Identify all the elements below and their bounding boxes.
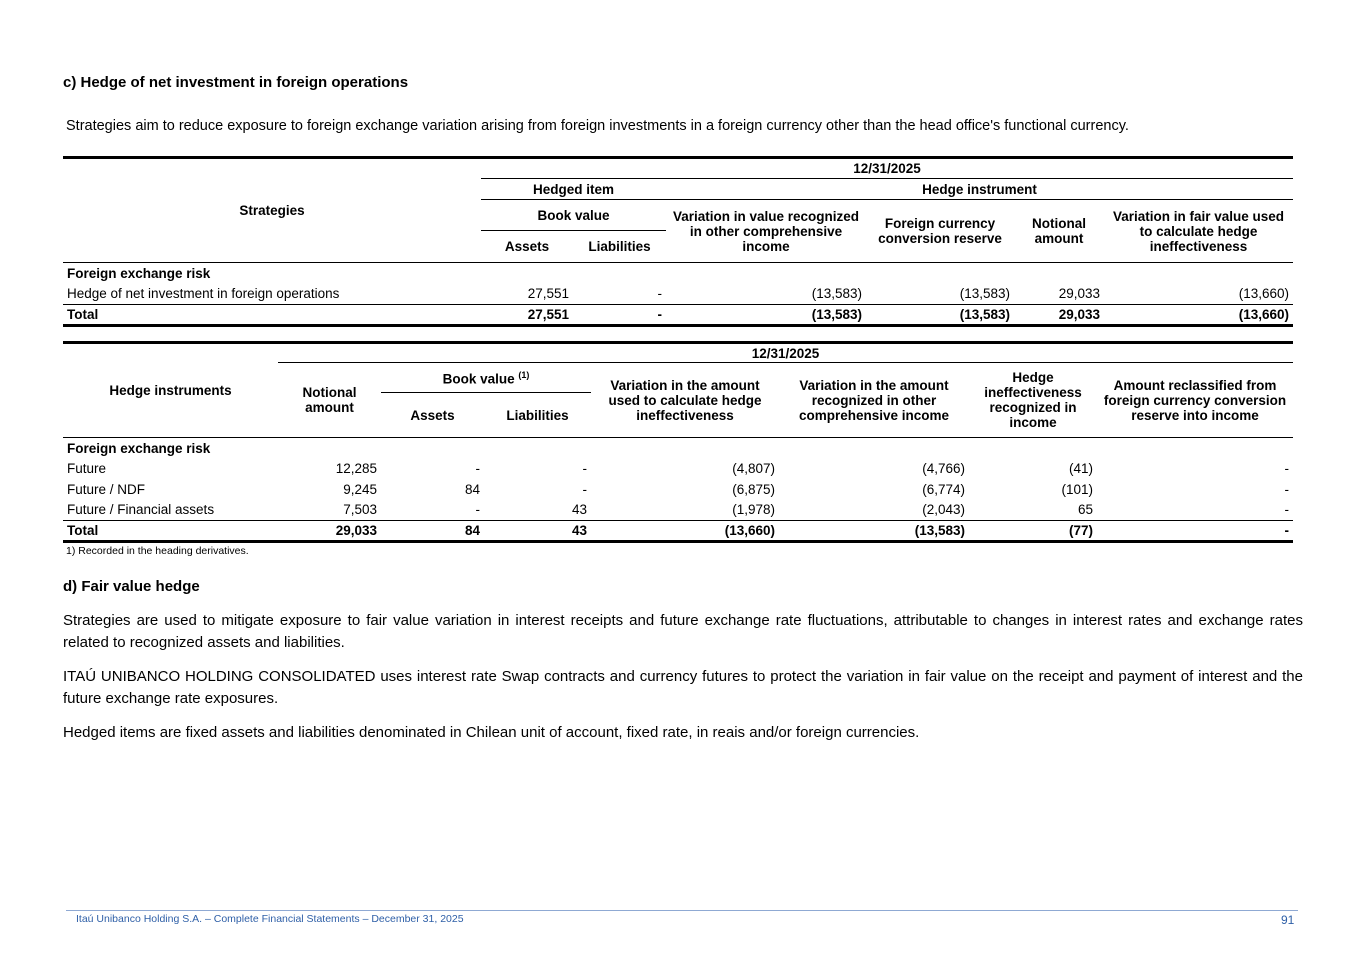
variation-oci-header: Variation in value recognized in other comprehensive income [666, 200, 866, 263]
footer-text: Itaú Unibanco Holding S.A. – Complete Financial Statements – December 31, 2025 [76, 913, 464, 925]
strategies-header: Strategies [63, 158, 481, 263]
hedge-instruments-table [63, 341, 1293, 543]
section-d-paragraph-1: Strategies are used to mitigate exposure to fair value variation in interest receipts and future exchange rate fluctuations, attributable to changes in interest rates and exchange rates related to recognized assets and liabilities. [63, 612, 1303, 651]
total-row: Total 27,551 - (13,583) (13,583) 29,033 (13,660) [63, 305, 1293, 326]
net-investment-hedge-table [63, 156, 1293, 327]
date-header: 12/31/2025 [278, 343, 1293, 363]
book-value-header: Book value [481, 200, 666, 231]
table-row: Future / NDF 9,245 84 - (6,875) (6,774) (101) - [67, 481, 1289, 497]
page-number: 91 [1281, 913, 1295, 927]
section-d-paragraph-2: ITAÚ UNIBANCO HOLDING CONSOLIDATED uses interest rate Swap contracts and currency futures to protect the variation in fair value on the receipt and payment of interest and the future exchange rate exposures. [63, 668, 1303, 707]
book-value-header: Book value $^{(1)}$ [381, 363, 591, 393]
liabilities-header: Liabilities [484, 393, 591, 438]
hedge-ineff-header: Hedge ineffectiveness recognized in income [969, 363, 1097, 438]
notional-header: Notional amount [1014, 200, 1104, 263]
section-label: Foreign exchange risk [67, 440, 211, 456]
variation-fv-header: Variation in fair value used to calculate hedge ineffectiveness [1104, 200, 1293, 263]
section-c-intro: Strategies aim to reduce exposure to foreign exchange variation arising from foreign investments in a foreign currency other than the head office's functional currency. [66, 118, 1129, 134]
section-c-title: c) Hedge of net investment in foreign operations [63, 74, 409, 91]
footer-divider [66, 910, 1298, 911]
footnote: 1) Recorded in the heading derivatives. [66, 545, 249, 557]
fx-reserve-header: Foreign currency conversion reserve [866, 200, 1014, 263]
reclassified-header: Amount reclassified from foreign currency conversion reserve into income [1097, 363, 1293, 438]
table-row: Hedge of net investment in foreign operations 27,551 - (13,583) (13,583) 29,033 (13,660) [63, 284, 1293, 305]
liabilities-header: Liabilities [573, 231, 666, 263]
section-d-title: d) Fair value hedge [63, 578, 200, 595]
section-d-paragraph-3: Hedged items are fixed assets and liabilities denominated in Chilean unit of account, fixed rate, in reais and/or foreign currencies. [63, 724, 920, 741]
assets-header: Assets [481, 231, 573, 263]
assets-header: Assets [381, 393, 484, 438]
variation-oci-header: Variation in the amount recognized in other comprehensive income [779, 363, 969, 438]
hedge-instrument-header: Hedge instrument [666, 179, 1293, 200]
variation-ineff-header: Variation in the amount used to calculate hedge ineffectiveness [591, 363, 779, 438]
footnote-marker: (1) [518, 370, 530, 381]
hedge-instruments-header: Hedge instruments [63, 343, 278, 438]
date-header: 12/31/2025 [481, 158, 1293, 179]
section-label: Foreign exchange risk [67, 265, 211, 281]
notional-header: Notional amount [278, 363, 381, 438]
total-row: Total 29,033 84 43 (13,660) (13,583) (77) - [63, 521, 1293, 542]
hedged-item-header: Hedged item [481, 179, 666, 200]
table-row: Future 12,285 - - (4,807) (4,766) (41) - [67, 461, 1289, 476]
table-row: Future / Financial assets 7,503 - 43 (1,978) (2,043) 65 - [63, 500, 1293, 521]
